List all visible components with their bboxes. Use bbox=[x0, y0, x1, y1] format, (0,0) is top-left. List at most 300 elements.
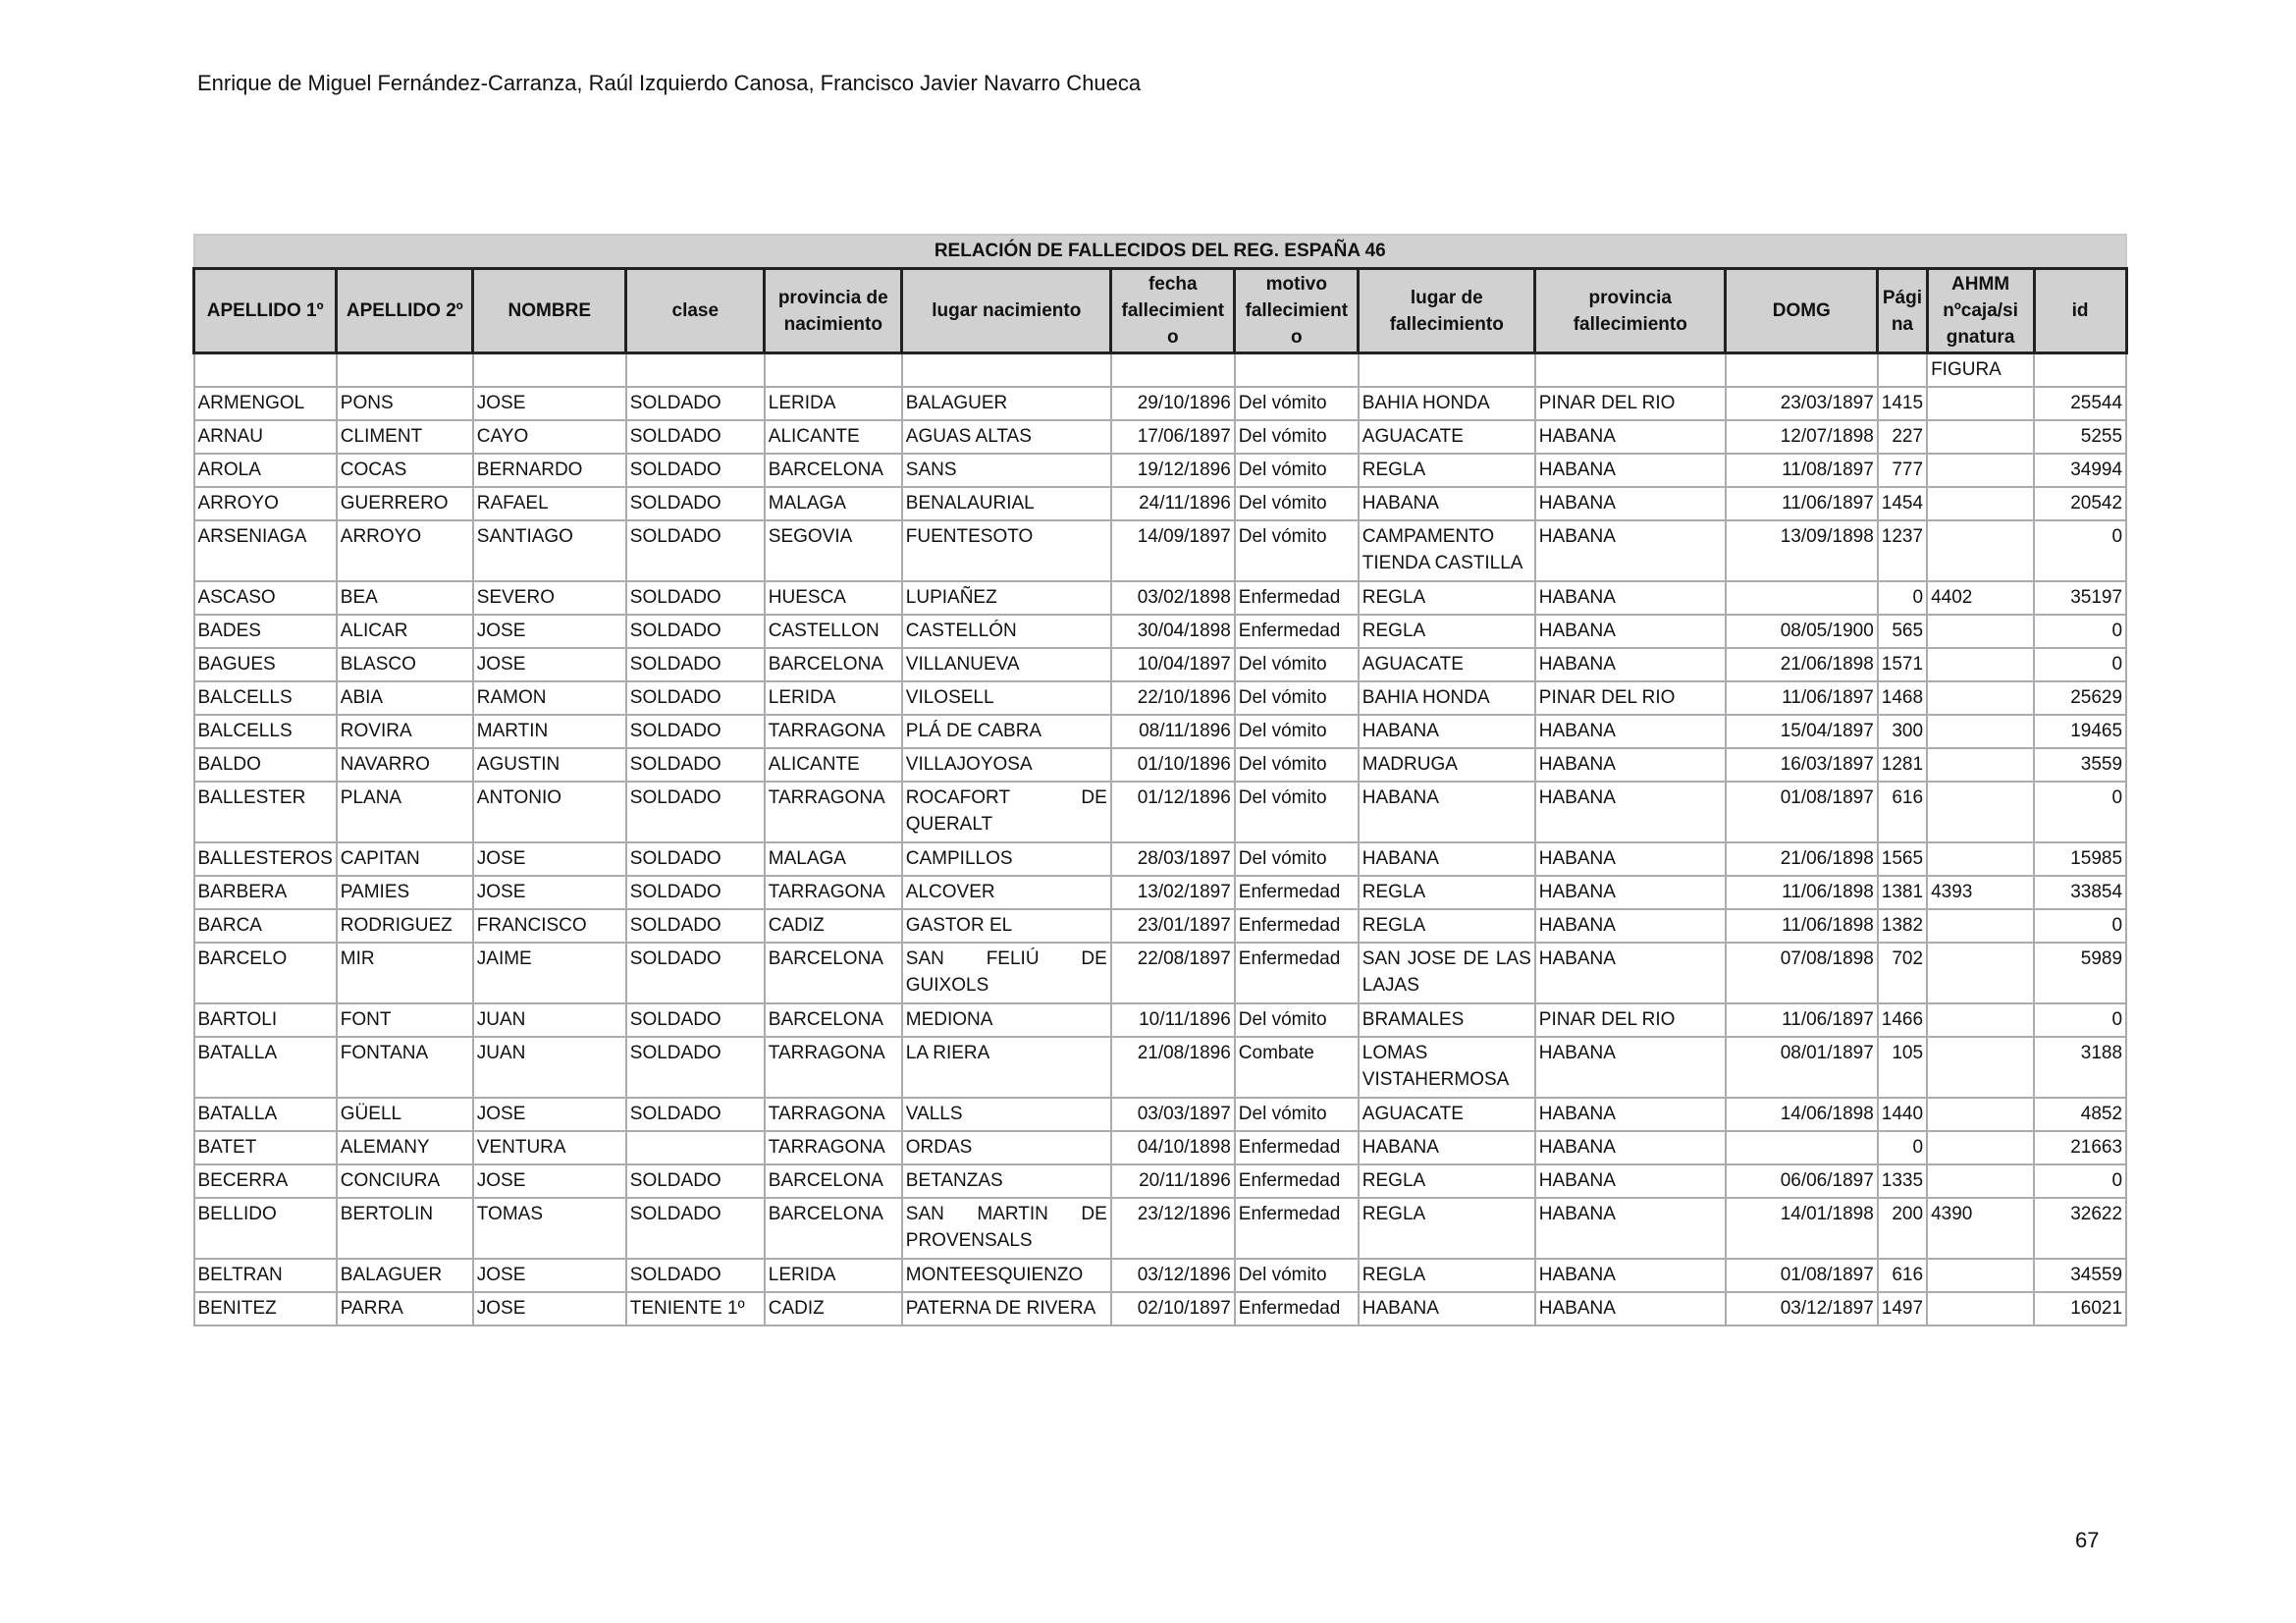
cell-fecha-fallecimiento: 03/12/1896 bbox=[1111, 1259, 1235, 1292]
cell-pagina: 1415 bbox=[1878, 387, 1927, 420]
cell-provincia-nacimiento: BARCELONA bbox=[765, 648, 902, 681]
cell-nombre: BERNARDO bbox=[473, 454, 626, 487]
cell-lugar-fallecimiento: HABANA bbox=[1359, 715, 1535, 748]
cell-fecha-fallecimiento: 01/10/1896 bbox=[1111, 748, 1235, 782]
cell-lugar-nacimiento: AGUAS ALTAS bbox=[902, 420, 1111, 454]
cell-apellido-1: ASCASO bbox=[194, 581, 337, 615]
cell-motivo-fallecimiento: Enfermedad bbox=[1235, 1292, 1359, 1325]
subheader-cell-lugar-fallecimiento bbox=[1359, 353, 1535, 388]
cell-domg: 03/12/1897 bbox=[1726, 1292, 1878, 1325]
cell-ahmm-signatura: 4390 bbox=[1927, 1198, 2034, 1259]
cell-provincia-nacimiento: TARRAGONA bbox=[765, 1037, 902, 1098]
cell-motivo-fallecimiento: Del vómito bbox=[1235, 681, 1359, 715]
cell-nombre: JOSE bbox=[473, 387, 626, 420]
cell-provincia-fallecimiento: HABANA bbox=[1535, 648, 1726, 681]
table-row bbox=[194, 1259, 2127, 1292]
page-number: 67 bbox=[2075, 1528, 2100, 1552]
cell-nombre: JOSE bbox=[473, 842, 626, 876]
cell-id: 25544 bbox=[2034, 387, 2126, 420]
cell-apellido-2: BLASCO bbox=[337, 648, 473, 681]
cell-apellido-2: BEA bbox=[337, 581, 473, 615]
cell-nombre: JOSE bbox=[473, 648, 626, 681]
cell-id: 33854 bbox=[2034, 876, 2126, 909]
cell-apellido-1: BARTOLI bbox=[194, 1003, 337, 1037]
table-row bbox=[194, 387, 2127, 420]
cell-pagina: 616 bbox=[1878, 1259, 1927, 1292]
cell-provincia-fallecimiento: HABANA bbox=[1535, 1198, 1726, 1259]
cell-domg: 08/01/1897 bbox=[1726, 1037, 1878, 1098]
cell-ahmm-signatura bbox=[1927, 454, 2034, 487]
cell-pagina: 1468 bbox=[1878, 681, 1927, 715]
subheader-cell-fecha-fallecimiento bbox=[1111, 353, 1235, 388]
cell-clase: SOLDADO bbox=[626, 615, 765, 648]
cell-apellido-1: BELTRAN bbox=[194, 1259, 337, 1292]
cell-nombre: JAIME bbox=[473, 943, 626, 1003]
cell-provincia-nacimiento: TARRAGONA bbox=[765, 715, 902, 748]
cell-id: 5255 bbox=[2034, 420, 2126, 454]
cell-provincia-fallecimiento: HABANA bbox=[1535, 782, 1726, 842]
cell-lugar-fallecimiento: HABANA bbox=[1359, 1292, 1535, 1325]
cell-domg: 11/06/1897 bbox=[1726, 487, 1878, 520]
cell-lugar-nacimiento: VILLANUEVA bbox=[902, 648, 1111, 681]
cell-id: 16021 bbox=[2034, 1292, 2126, 1325]
cell-ahmm-signatura bbox=[1927, 615, 2034, 648]
column-header-clase: clase bbox=[626, 269, 765, 353]
cell-apellido-2: ALEMANY bbox=[337, 1131, 473, 1164]
subheader-cell-lugar-nacimiento bbox=[902, 353, 1111, 388]
cell-pagina: 1454 bbox=[1878, 487, 1927, 520]
cell-lugar-fallecimiento: MADRUGA bbox=[1359, 748, 1535, 782]
cell-clase: SOLDADO bbox=[626, 487, 765, 520]
cell-nombre: SEVERO bbox=[473, 581, 626, 615]
cell-apellido-1: BARCELO bbox=[194, 943, 337, 1003]
cell-id: 35197 bbox=[2034, 581, 2126, 615]
cell-ahmm-signatura bbox=[1927, 1098, 2034, 1131]
cell-nombre: JUAN bbox=[473, 1037, 626, 1098]
cell-clase: SOLDADO bbox=[626, 1003, 765, 1037]
cell-motivo-fallecimiento: Enfermedad bbox=[1235, 1131, 1359, 1164]
cell-pagina: 1237 bbox=[1878, 520, 1927, 581]
cell-domg: 21/06/1898 bbox=[1726, 648, 1878, 681]
cell-clase: SOLDADO bbox=[626, 1198, 765, 1259]
table-header-row bbox=[194, 269, 2127, 353]
cell-lugar-nacimiento: MEDIONA bbox=[902, 1003, 1111, 1037]
cell-apellido-1: AROLA bbox=[194, 454, 337, 487]
cell-id: 25629 bbox=[2034, 681, 2126, 715]
cell-lugar-nacimiento: BALAGUER bbox=[902, 387, 1111, 420]
subheader-cell-apellido-1 bbox=[194, 353, 337, 388]
cell-clase bbox=[626, 1131, 765, 1164]
cell-provincia-fallecimiento: HABANA bbox=[1535, 1164, 1726, 1198]
cell-lugar-fallecimiento: LOMAS VISTAHERMOSA bbox=[1359, 1037, 1535, 1098]
cell-lugar-nacimiento: GASTOR EL bbox=[902, 909, 1111, 943]
cell-nombre: FRANCISCO bbox=[473, 909, 626, 943]
subheader-cell-provincia-fallecimiento bbox=[1535, 353, 1726, 388]
cell-lugar-fallecimiento: BAHIA HONDA bbox=[1359, 681, 1535, 715]
column-header-fecha-fallecimiento: fecha fallecimient o bbox=[1111, 269, 1235, 353]
table-row bbox=[194, 1003, 2127, 1037]
cell-lugar-fallecimiento: AGUACATE bbox=[1359, 1098, 1535, 1131]
table-row bbox=[194, 615, 2127, 648]
cell-clase: SOLDADO bbox=[626, 454, 765, 487]
cell-domg: 08/05/1900 bbox=[1726, 615, 1878, 648]
cell-apellido-2: PONS bbox=[337, 387, 473, 420]
cell-fecha-fallecimiento: 10/04/1897 bbox=[1111, 648, 1235, 681]
cell-fecha-fallecimiento: 29/10/1896 bbox=[1111, 387, 1235, 420]
cell-pagina: 565 bbox=[1878, 615, 1927, 648]
cell-ahmm-signatura bbox=[1927, 1037, 2034, 1098]
cell-lugar-fallecimiento: REGLA bbox=[1359, 615, 1535, 648]
cell-lugar-nacimiento: ALCOVER bbox=[902, 876, 1111, 909]
cell-domg bbox=[1726, 1131, 1878, 1164]
cell-lugar-nacimiento: ORDAS bbox=[902, 1131, 1111, 1164]
cell-fecha-fallecimiento: 23/01/1897 bbox=[1111, 909, 1235, 943]
cell-lugar-nacimiento: SAN MARTIN DE PROVENSALS bbox=[902, 1198, 1111, 1259]
cell-id: 4852 bbox=[2034, 1098, 2126, 1131]
column-header-domg: DOMG bbox=[1726, 269, 1878, 353]
cell-ahmm-signatura: 4402 bbox=[1927, 581, 2034, 615]
cell-fecha-fallecimiento: 03/03/1897 bbox=[1111, 1098, 1235, 1131]
table-row bbox=[194, 1198, 2127, 1259]
cell-ahmm-signatura bbox=[1927, 943, 2034, 1003]
cell-pagina: 0 bbox=[1878, 581, 1927, 615]
cell-pagina: 1382 bbox=[1878, 909, 1927, 943]
cell-provincia-nacimiento: SEGOVIA bbox=[765, 520, 902, 581]
subheader-cell-pagina bbox=[1878, 353, 1927, 388]
cell-ahmm-signatura bbox=[1927, 681, 2034, 715]
cell-pagina: 777 bbox=[1878, 454, 1927, 487]
cell-domg: 14/06/1898 bbox=[1726, 1098, 1878, 1131]
cell-ahmm-signatura bbox=[1927, 1003, 2034, 1037]
cell-fecha-fallecimiento: 02/10/1897 bbox=[1111, 1292, 1235, 1325]
cell-apellido-2: CAPITAN bbox=[337, 842, 473, 876]
cell-pagina: 1466 bbox=[1878, 1003, 1927, 1037]
table-row bbox=[194, 748, 2127, 782]
cell-provincia-fallecimiento: HABANA bbox=[1535, 520, 1726, 581]
cell-id: 0 bbox=[2034, 782, 2126, 842]
cell-provincia-fallecimiento: HABANA bbox=[1535, 1259, 1726, 1292]
cell-provincia-fallecimiento: HABANA bbox=[1535, 487, 1726, 520]
cell-provincia-fallecimiento: HABANA bbox=[1535, 615, 1726, 648]
cell-provincia-nacimiento: CADIZ bbox=[765, 909, 902, 943]
cell-ahmm-signatura bbox=[1927, 1259, 2034, 1292]
cell-provincia-nacimiento: LERIDA bbox=[765, 1259, 902, 1292]
cell-provincia-nacimiento: BARCELONA bbox=[765, 1164, 902, 1198]
cell-id: 3559 bbox=[2034, 748, 2126, 782]
cell-provincia-nacimiento: ALICANTE bbox=[765, 748, 902, 782]
cell-ahmm-signatura bbox=[1927, 1131, 2034, 1164]
cell-nombre: RAMON bbox=[473, 681, 626, 715]
cell-apellido-2: CONCIURA bbox=[337, 1164, 473, 1198]
cell-ahmm-signatura: 4393 bbox=[1927, 876, 2034, 909]
cell-apellido-1: BARBERA bbox=[194, 876, 337, 909]
cell-apellido-1: ARNAU bbox=[194, 420, 337, 454]
cell-id: 0 bbox=[2034, 909, 2126, 943]
cell-motivo-fallecimiento: Del vómito bbox=[1235, 715, 1359, 748]
cell-lugar-fallecimiento: BRAMALES bbox=[1359, 1003, 1535, 1037]
cell-domg: 11/06/1898 bbox=[1726, 909, 1878, 943]
cell-lugar-nacimiento: PLÁ DE CABRA bbox=[902, 715, 1111, 748]
cell-nombre: RAFAEL bbox=[473, 487, 626, 520]
column-header-id: id bbox=[2034, 269, 2126, 353]
cell-motivo-fallecimiento: Enfermedad bbox=[1235, 909, 1359, 943]
cell-lugar-nacimiento: SAN FELIÚ DE GUIXOLS bbox=[902, 943, 1111, 1003]
cell-domg: 11/08/1897 bbox=[1726, 454, 1878, 487]
cell-nombre: JOSE bbox=[473, 1098, 626, 1131]
cell-motivo-fallecimiento: Enfermedad bbox=[1235, 876, 1359, 909]
cell-motivo-fallecimiento: Enfermedad bbox=[1235, 581, 1359, 615]
cell-id: 21663 bbox=[2034, 1131, 2126, 1164]
table-row bbox=[194, 520, 2127, 581]
cell-domg: 23/03/1897 bbox=[1726, 387, 1878, 420]
cell-apellido-2: COCAS bbox=[337, 454, 473, 487]
cell-ahmm-signatura bbox=[1927, 387, 2034, 420]
cell-id: 20542 bbox=[2034, 487, 2126, 520]
cell-provincia-nacimiento: CADIZ bbox=[765, 1292, 902, 1325]
cell-lugar-fallecimiento: HABANA bbox=[1359, 842, 1535, 876]
cell-ahmm-signatura bbox=[1927, 420, 2034, 454]
column-header-provincia-fallecimiento: provincia fallecimiento bbox=[1535, 269, 1726, 353]
cell-clase: SOLDADO bbox=[626, 715, 765, 748]
cell-motivo-fallecimiento: Del vómito bbox=[1235, 782, 1359, 842]
subheader-cell-apellido-2 bbox=[337, 353, 473, 388]
cell-domg bbox=[1726, 581, 1878, 615]
cell-ahmm-signatura bbox=[1927, 909, 2034, 943]
subheader-cell-id bbox=[2034, 353, 2126, 388]
cell-id: 34559 bbox=[2034, 1259, 2126, 1292]
cell-ahmm-signatura bbox=[1927, 1164, 2034, 1198]
cell-id: 0 bbox=[2034, 1003, 2126, 1037]
cell-provincia-fallecimiento: HABANA bbox=[1535, 1037, 1726, 1098]
column-header-apellido-2: APELLIDO 2º bbox=[337, 269, 473, 353]
cell-apellido-2: PAMIES bbox=[337, 876, 473, 909]
cell-provincia-fallecimiento: HABANA bbox=[1535, 876, 1726, 909]
cell-clase: SOLDADO bbox=[626, 748, 765, 782]
cell-nombre: VENTURA bbox=[473, 1131, 626, 1164]
cell-apellido-1: BATET bbox=[194, 1131, 337, 1164]
column-header-lugar-nacimiento: lugar nacimiento bbox=[902, 269, 1111, 353]
table-row bbox=[194, 487, 2127, 520]
cell-pagina: 1497 bbox=[1878, 1292, 1927, 1325]
cell-nombre: JOSE bbox=[473, 876, 626, 909]
cell-provincia-nacimiento: BARCELONA bbox=[765, 1003, 902, 1037]
column-header-nombre: NOMBRE bbox=[473, 269, 626, 353]
cell-domg: 11/06/1897 bbox=[1726, 1003, 1878, 1037]
cell-motivo-fallecimiento: Del vómito bbox=[1235, 648, 1359, 681]
cell-lugar-nacimiento: BENALAURIAL bbox=[902, 487, 1111, 520]
table-row bbox=[194, 420, 2127, 454]
cell-provincia-fallecimiento: HABANA bbox=[1535, 1131, 1726, 1164]
cell-provincia-fallecimiento: HABANA bbox=[1535, 420, 1726, 454]
cell-apellido-2: GÜELL bbox=[337, 1098, 473, 1131]
cell-apellido-2: PLANA bbox=[337, 782, 473, 842]
column-header-lugar-fallecimiento: lugar de fallecimiento bbox=[1359, 269, 1535, 353]
cell-provincia-nacimiento: TARRAGONA bbox=[765, 1098, 902, 1131]
cell-fecha-fallecimiento: 20/11/1896 bbox=[1111, 1164, 1235, 1198]
cell-apellido-1: BATALLA bbox=[194, 1098, 337, 1131]
subheader-cell-ahmm-signatura: FIGURA bbox=[1927, 353, 2034, 388]
cell-pagina: 1571 bbox=[1878, 648, 1927, 681]
cell-motivo-fallecimiento: Enfermedad bbox=[1235, 1198, 1359, 1259]
cell-lugar-nacimiento: VALLS bbox=[902, 1098, 1111, 1131]
cell-domg: 14/01/1898 bbox=[1726, 1198, 1878, 1259]
cell-motivo-fallecimiento: Del vómito bbox=[1235, 520, 1359, 581]
cell-nombre: JOSE bbox=[473, 615, 626, 648]
cell-apellido-1: BALCELLS bbox=[194, 681, 337, 715]
cell-pagina: 616 bbox=[1878, 782, 1927, 842]
cell-lugar-nacimiento: MONTEESQUIENZO bbox=[902, 1259, 1111, 1292]
cell-provincia-nacimiento: TARRAGONA bbox=[765, 876, 902, 909]
table-subheader-row bbox=[194, 353, 2127, 388]
cell-clase: SOLDADO bbox=[626, 648, 765, 681]
cell-lugar-nacimiento: SANS bbox=[902, 454, 1111, 487]
cell-apellido-2: NAVARRO bbox=[337, 748, 473, 782]
cell-motivo-fallecimiento: Del vómito bbox=[1235, 387, 1359, 420]
cell-nombre: MARTIN bbox=[473, 715, 626, 748]
cell-provincia-nacimiento: TARRAGONA bbox=[765, 782, 902, 842]
cell-id: 0 bbox=[2034, 520, 2126, 581]
cell-clase: SOLDADO bbox=[626, 909, 765, 943]
cell-provincia-nacimiento: MALAGA bbox=[765, 487, 902, 520]
cell-domg: 13/09/1898 bbox=[1726, 520, 1878, 581]
table-row bbox=[194, 715, 2127, 748]
cell-provincia-nacimiento: MALAGA bbox=[765, 842, 902, 876]
cell-apellido-1: BARCA bbox=[194, 909, 337, 943]
column-header-motivo-fallecimiento: motivo fallecimient o bbox=[1235, 269, 1359, 353]
cell-motivo-fallecimiento: Del vómito bbox=[1235, 748, 1359, 782]
cell-lugar-fallecimiento: REGLA bbox=[1359, 909, 1535, 943]
cell-apellido-1: BAGUES bbox=[194, 648, 337, 681]
cell-provincia-nacimiento: LERIDA bbox=[765, 681, 902, 715]
table-title-row bbox=[194, 235, 2127, 269]
cell-fecha-fallecimiento: 24/11/1896 bbox=[1111, 487, 1235, 520]
cell-apellido-2: ALICAR bbox=[337, 615, 473, 648]
cell-domg: 21/06/1898 bbox=[1726, 842, 1878, 876]
cell-lugar-fallecimiento: AGUACATE bbox=[1359, 648, 1535, 681]
cell-pagina: 1381 bbox=[1878, 876, 1927, 909]
cell-id: 34994 bbox=[2034, 454, 2126, 487]
cell-nombre: JOSE bbox=[473, 1292, 626, 1325]
column-header-pagina: Pági na bbox=[1878, 269, 1927, 353]
table-row bbox=[194, 1292, 2127, 1325]
cell-provincia-nacimiento: LERIDA bbox=[765, 387, 902, 420]
cell-apellido-1: ARSENIAGA bbox=[194, 520, 337, 581]
cell-lugar-fallecimiento: REGLA bbox=[1359, 1198, 1535, 1259]
cell-apellido-2: GUERRERO bbox=[337, 487, 473, 520]
cell-fecha-fallecimiento: 23/12/1896 bbox=[1111, 1198, 1235, 1259]
cell-motivo-fallecimiento: Del vómito bbox=[1235, 487, 1359, 520]
cell-domg: 11/06/1897 bbox=[1726, 681, 1878, 715]
cell-clase: SOLDADO bbox=[626, 782, 765, 842]
cell-apellido-1: BENITEZ bbox=[194, 1292, 337, 1325]
cell-provincia-fallecimiento: HABANA bbox=[1535, 909, 1726, 943]
cell-provincia-fallecimiento: PINAR DEL RIO bbox=[1535, 387, 1726, 420]
table-row bbox=[194, 943, 2127, 1003]
cell-lugar-nacimiento: VILOSELL bbox=[902, 681, 1111, 715]
cell-apellido-1: BELLIDO bbox=[194, 1198, 337, 1259]
cell-nombre: CAYO bbox=[473, 420, 626, 454]
cell-id: 5989 bbox=[2034, 943, 2126, 1003]
cell-id: 3188 bbox=[2034, 1037, 2126, 1098]
cell-pagina: 702 bbox=[1878, 943, 1927, 1003]
cell-nombre: AGUSTIN bbox=[473, 748, 626, 782]
cell-provincia-fallecimiento: HABANA bbox=[1535, 581, 1726, 615]
table-body bbox=[194, 353, 2127, 1326]
cell-provincia-nacimiento: CASTELLON bbox=[765, 615, 902, 648]
column-header-apellido-1: APELLIDO 1º bbox=[194, 269, 337, 353]
cell-clase: SOLDADO bbox=[626, 1259, 765, 1292]
table-row bbox=[194, 681, 2127, 715]
cell-clase: SOLDADO bbox=[626, 581, 765, 615]
cell-apellido-2: CLIMENT bbox=[337, 420, 473, 454]
cell-provincia-nacimiento: HUESCA bbox=[765, 581, 902, 615]
cell-fecha-fallecimiento: 08/11/1896 bbox=[1111, 715, 1235, 748]
cell-clase: SOLDADO bbox=[626, 1098, 765, 1131]
cell-lugar-nacimiento: PATERNA DE RIVERA bbox=[902, 1292, 1111, 1325]
cell-lugar-fallecimiento: REGLA bbox=[1359, 581, 1535, 615]
cell-ahmm-signatura bbox=[1927, 520, 2034, 581]
table-row bbox=[194, 876, 2127, 909]
cell-ahmm-signatura bbox=[1927, 648, 2034, 681]
subheader-cell-motivo-fallecimiento bbox=[1235, 353, 1359, 388]
cell-apellido-1: BALDO bbox=[194, 748, 337, 782]
column-header-provincia-nacimiento: provincia de nacimiento bbox=[765, 269, 902, 353]
cell-id: 15985 bbox=[2034, 842, 2126, 876]
cell-provincia-fallecimiento: HABANA bbox=[1535, 1098, 1726, 1131]
cell-id: 0 bbox=[2034, 615, 2126, 648]
cell-motivo-fallecimiento: Del vómito bbox=[1235, 1003, 1359, 1037]
cell-nombre: ANTONIO bbox=[473, 782, 626, 842]
cell-fecha-fallecimiento: 22/10/1896 bbox=[1111, 681, 1235, 715]
cell-pagina: 227 bbox=[1878, 420, 1927, 454]
cell-motivo-fallecimiento: Enfermedad bbox=[1235, 943, 1359, 1003]
cell-lugar-fallecimiento: HABANA bbox=[1359, 1131, 1535, 1164]
cell-lugar-fallecimiento: HABANA bbox=[1359, 487, 1535, 520]
cell-apellido-1: BALCELLS bbox=[194, 715, 337, 748]
deceased-table-container bbox=[192, 234, 2128, 1326]
cell-pagina: 1281 bbox=[1878, 748, 1927, 782]
cell-pagina: 1440 bbox=[1878, 1098, 1927, 1131]
cell-id: 0 bbox=[2034, 1164, 2126, 1198]
table-row bbox=[194, 648, 2127, 681]
cell-fecha-fallecimiento: 30/04/1898 bbox=[1111, 615, 1235, 648]
cell-fecha-fallecimiento: 13/02/1897 bbox=[1111, 876, 1235, 909]
cell-apellido-1: ARROYO bbox=[194, 487, 337, 520]
cell-fecha-fallecimiento: 04/10/1898 bbox=[1111, 1131, 1235, 1164]
cell-provincia-fallecimiento: PINAR DEL RIO bbox=[1535, 681, 1726, 715]
cell-id: 19465 bbox=[2034, 715, 2126, 748]
table-row bbox=[194, 842, 2127, 876]
cell-fecha-fallecimiento: 22/08/1897 bbox=[1111, 943, 1235, 1003]
cell-lugar-nacimiento: FUENTESOTO bbox=[902, 520, 1111, 581]
cell-clase: SOLDADO bbox=[626, 387, 765, 420]
cell-ahmm-signatura bbox=[1927, 487, 2034, 520]
cell-nombre: JUAN bbox=[473, 1003, 626, 1037]
cell-lugar-fallecimiento: REGLA bbox=[1359, 1164, 1535, 1198]
table-row bbox=[194, 454, 2127, 487]
cell-lugar-fallecimiento: CAMPAMENTO TIENDA CASTILLA bbox=[1359, 520, 1535, 581]
cell-lugar-fallecimiento: REGLA bbox=[1359, 876, 1535, 909]
cell-fecha-fallecimiento: 19/12/1896 bbox=[1111, 454, 1235, 487]
deceased-table bbox=[192, 234, 2128, 1326]
cell-motivo-fallecimiento: Del vómito bbox=[1235, 842, 1359, 876]
cell-motivo-fallecimiento: Del vómito bbox=[1235, 454, 1359, 487]
cell-apellido-2: PARRA bbox=[337, 1292, 473, 1325]
cell-provincia-fallecimiento: HABANA bbox=[1535, 943, 1726, 1003]
cell-apellido-1: BECERRA bbox=[194, 1164, 337, 1198]
cell-clase: SOLDADO bbox=[626, 420, 765, 454]
cell-apellido-2: RODRIGUEZ bbox=[337, 909, 473, 943]
